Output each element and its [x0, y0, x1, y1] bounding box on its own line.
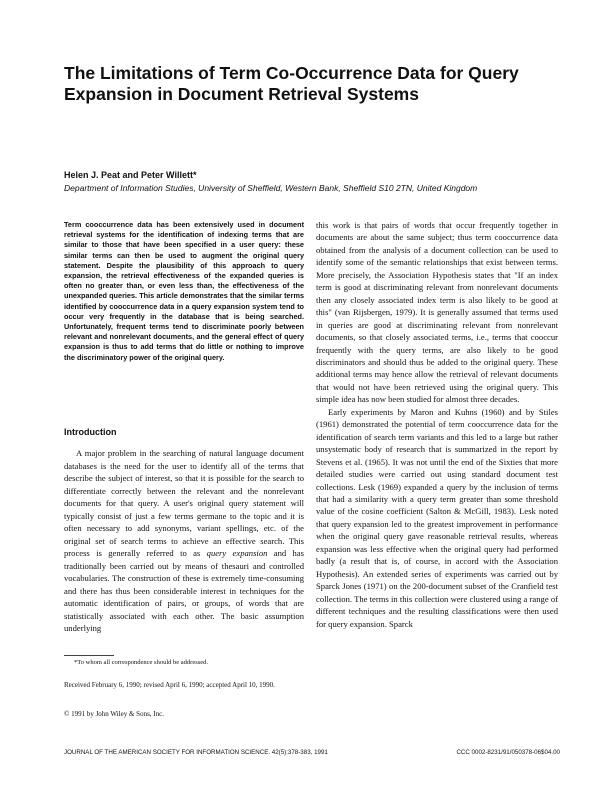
correspondence-footnote: *To whom all correspondence should be addressed. — [74, 659, 209, 666]
right-paragraph-2: Early experiments by Maron and Kuhns (1960) and by Stiles (1961) demonstrated the potential of term cooccurrence data for the identification of search term variants and this led to a large but rather unsystematic body of research that is summarized in the report by Stevens et al. (1965). It was not until the end of the Sixties that more detailed studies were carried out using standard document test collections. Lesk (1969) expanded a query by the inclusion of terms that had a similarity with a query term greater than some threshold value of the cosine coefficient (Salton & McGill, 1983). Lesk noted that query expansion led to the greatest improvement in performance when the original query gave reasonable retrieval results, whereas expansion was less effective when the original query had performed badly (a result that is, of course, in accord with the Association Hypothesis). An extended series of experiments was carried out by Sparck Jones (1971) on the 200-document subset of the Cranfield test collection. The terms in this collection were clustered using a range of different techniques and the resulting classifications were then used for query expansion. Sparck — [316, 406, 558, 629]
abstract: Term cooccurrence data has been extensively used in document retrieval systems for the identification of indexing terms that are similar to those that have been specified in a user query: these similar terms can then be used to augment the original query statement. Despite the plausibility of this approach to query expansion, the retrieval effectiveness of the expanded queries is often no greater than, or even less than, the effectiveness of the unexpanded queries. This article demonstrates that the similar terms identified by cooccurrence data in a query expansion system tend to occur very frequently in the database that is being searched. Unfortunately, frequent terms tend to discriminate poorly between relevant and nonrelevant documents, and the general effect of query expansion is thus to add terms that do little or nothing to improve the discriminatory power of the original query. — [64, 220, 304, 362]
title-line-2: Expansion in Document Retrieval Systems — [64, 84, 419, 104]
copyright-notice: © 1991 by John Wiley & Sons, Inc. — [64, 710, 164, 718]
authors: Helen J. Peat and Peter Willett* — [64, 170, 197, 180]
introduction-heading: Introduction — [64, 427, 117, 437]
intro-text-part-1: A major problem in the searching of natural language document databases is the need for the user to identify all of the terms that describe the subject of interest, so that it is possible for the search to differentiate correctly between the relevant and the nonrelevant documents for that query. A user's original query statement will typically consist of just a few terms germane to the topic and it is often necessary to add synonyms, variant spellings, etc. of the original set of search terms to achieve an effective search. This process is generally referred to as — [64, 448, 304, 558]
journal-citation: JOURNAL OF THE AMERICAN SOCIETY FOR INFORMATION SCIENCE. 42(5):378-383, 1991 — [64, 749, 328, 756]
article-title — [64, 63, 564, 105]
received-dates: Received February 6, 1990; revised April 6, 1990; accepted April 10, 1990. — [64, 681, 275, 689]
running-footer — [64, 749, 560, 757]
right-paragraph-1: this work is that pairs of words that occur frequently together in documents are about the same subject; thus term cooccurrence data obtained from the analysis of a document collection can be used to identify some of the semantic relationships that exist between terms. More precisely, the Association Hypothesis states that "If an index term is good at discriminating relevant from nonrelevant documents then any closely associated index term is also likely to be good at this" (van Rijsbergen, 1979). It is generally assumed that terms used in queries are good at discriminating relevant from nonrelevant documents, so that closely associated terms, i.e., terms that cooccur frequently with the query terms, are also likely to be good discriminators and should thus be added to the original query. These additional terms may hence allow the retrieval of relevant documents that would not have been retrieved using the original query. This simple idea has now been studied for almost three decades. — [316, 220, 558, 405]
ccc-code: CCC 0002-8231/91/050378-06$04.00 — [456, 749, 560, 756]
intro-emphasis: query expansion — [206, 548, 268, 558]
affiliation: Department of Information Studies, University of Sheffield, Western Bank, Sheffield S10 2TN, United Kingdom — [64, 183, 478, 193]
title-line-1: The Limitations of Term Co-Occurrence Data for Query — [64, 63, 519, 83]
introduction-paragraph — [64, 447, 304, 635]
intro-text-part-2: and has traditionally been carried out by means of thesauri and controlled vocabularies. The construction of these is extremely time-consuming and there has thus been considerable interest in techniques for the automatic identification of pairs, or groups, of words that are statistically associated with each other. The basic assumption underlying — [64, 548, 304, 633]
footnote-rule — [64, 655, 114, 656]
right-column — [316, 219, 558, 630]
